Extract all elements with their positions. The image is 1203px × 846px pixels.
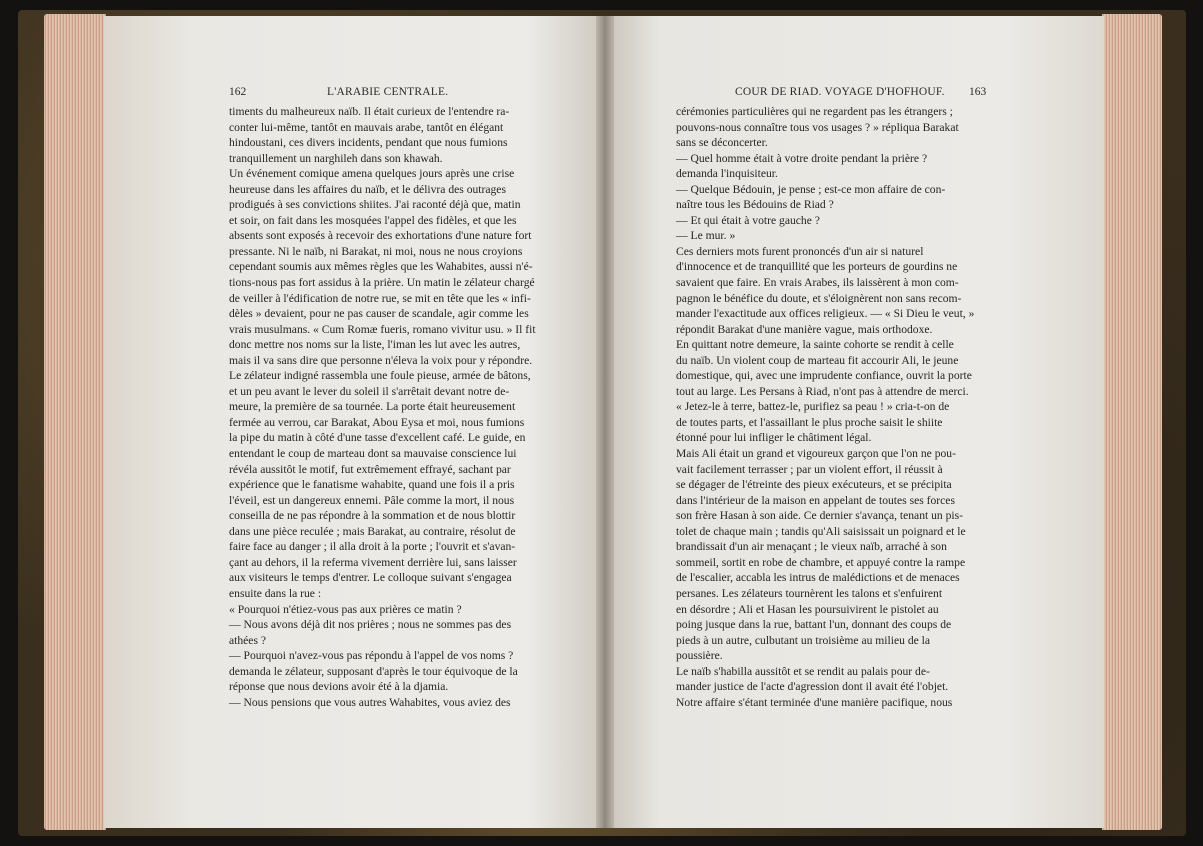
text-line: sans se déconcerter.	[676, 136, 768, 150]
text-line: — Nous pensions que vous autres Wahabites, vous aviez des	[229, 695, 511, 709]
left-page-number: 162	[229, 86, 247, 98]
text-line: Le naïb s'habilla aussitôt et se rendit au palais pour de-	[676, 664, 930, 678]
text-line: — Quelque Bédouin, je pense ; est-ce mon affaire de con-	[676, 182, 946, 196]
text-line: réponse que nous devions avoir été à la djamia.	[229, 680, 449, 694]
text-line: de l'escalier, accabla les intrus de malédictions et de menaces	[676, 571, 960, 585]
text-line: — Pourquoi n'avez-vous pas répondu à l'appel de vos noms ?	[229, 649, 514, 663]
text-line: hindoustani, ces divers incidents, pendant que nous fumions	[229, 136, 508, 150]
text-line: d'innocence et de tranquillité que les porteurs de gourdins ne	[676, 260, 958, 274]
text-line: çant au dehors, il la referma vivement derrière lui, sans laisser	[229, 555, 517, 569]
text-line: conseilla de ne pas répondre à la sommation et de nous blottir	[229, 509, 516, 523]
text-line: savaient que faire. En vrais Arabes, ils laissèrent à mon com-	[676, 276, 959, 290]
text-line: la pipe du matin à côté d'une tasse d'excellent café. Le guide, en	[229, 431, 526, 445]
text-line: Le zélateur indigné rassembla une foule pieuse, armée de bâtons,	[229, 369, 531, 383]
text-line: pressante. Ni le naïb, ni Barakat, ni moi, nous ne nous croyions	[229, 244, 523, 258]
right-running-head: COUR DE RIAD. VOYAGE D'HOFHOUF.	[735, 86, 945, 98]
text-line: et soir, on fait dans les mosquées l'appel des fidèles, et que les	[229, 213, 517, 227]
text-line: faire face au danger ; il alla droit à la porte ; l'ouvrit et s'avan-	[229, 540, 516, 554]
text-line: dans une pièce reculée ; mais Barakat, au contraire, résolut de	[229, 524, 516, 538]
text-line: naître tous les Bédouins de Riad ?	[676, 198, 834, 212]
text-line: mais il va sans dire que personne n'éleva la voix pour y répondre.	[229, 353, 533, 367]
text-line: mander justice de l'acte d'agression dont il avait été l'objet.	[676, 680, 949, 694]
text-line: de toutes parts, et l'assaillant le plus proche saisit le shiite	[676, 415, 943, 429]
text-line: pouvons-nous connaître tous vos usages ? » répliqua Barakat	[676, 120, 959, 134]
text-line: tranquillement un narghileh dans son khawah.	[229, 151, 443, 165]
text-line: tolet de chaque main ; tandis qu'Ali saisissait un poignard et le	[676, 524, 966, 538]
text-line: — Et qui était à votre gauche ?	[676, 213, 820, 227]
text-line: dèles » devaient, pour ne pas causer de scandale, agir comme les	[229, 307, 529, 321]
text-line: répondit Barakat d'une manière vague, mais orthodoxe.	[676, 322, 933, 336]
text-line: donc mettre nos noms sur la liste, l'iman les lut avec les autres,	[229, 338, 521, 352]
text-line: et un peu avant le lever du soleil il s'arrêtait devant notre de-	[229, 384, 510, 398]
text-line: tout au large. Les Persans à Riad, n'ont pas à attendre de merci.	[676, 384, 969, 398]
text-line: domestique, qui, avec une imprudente confiance, ouvrit la porte	[676, 369, 972, 383]
right-page-number: 163	[969, 86, 987, 98]
text-line: — Le mur. »	[676, 229, 736, 243]
text-line: conter lui-même, tantôt en mauvais arabe, tantôt en élégant	[229, 120, 504, 134]
text-line: meure, la première de sa tournée. La porte était heureusement	[229, 400, 516, 414]
text-line: Mais Ali était un grand et vigoureux garçon que l'on ne pou-	[676, 447, 956, 461]
text-line: demanda l'inquisiteur.	[676, 167, 778, 181]
text-line: en désordre ; Ali et Hasan les poursuivirent le pistolet au	[676, 602, 939, 616]
text-line: vait facilement terrasser ; par un violent effort, il réussit à	[676, 462, 943, 476]
text-line: révéla aussitôt le motif, fut extrêmement effrayé, sachant par	[229, 462, 511, 476]
text-line: poing jusque dans la rue, battant l'un, donnant des coups de	[676, 618, 952, 632]
left-page-text	[229, 104, 556, 710]
text-line: expérience que le fanatisme wahabite, quand une fois il a pris	[229, 478, 515, 492]
text-line: ensuite dans la rue :	[229, 586, 322, 600]
text-line: pagnon le bénéfice du doute, et s'éloignèrent non sans recom-	[676, 291, 962, 305]
text-line: persanes. Les zélateurs tournèrent les talons et s'enfuirent	[676, 586, 943, 600]
text-line: timents du malheureux naïb. Il était curieux de l'entendre ra-	[229, 105, 510, 118]
text-line: prodigués à ses convictions shiites. J'ai raconté déjà que, matin	[229, 198, 521, 212]
text-line: vrais musulmans. « Cum Romæ fueris, romano vivitur usu. » Il fit	[229, 322, 536, 336]
text-line: entendant le coup de marteau dont sa mauvaise conscience lui	[229, 447, 517, 461]
right-page-edges	[1102, 14, 1162, 830]
text-line: se dégager de l'étreinte des pieux exécuteurs, et se précipita	[676, 478, 952, 492]
left-running-head: L'ARABIE CENTRALE.	[327, 86, 449, 98]
text-line: heureuse dans les affaires du naïb, et le délivra des outrages	[229, 182, 506, 196]
text-line: Ces derniers mots furent prononcés d'un air si naturel	[676, 244, 924, 258]
text-line: Un événement comique amena quelques jours après une crise	[229, 167, 515, 181]
text-line: — Quel homme était à votre droite pendant la prière ?	[676, 151, 928, 165]
text-line: pieds à un autre, culbutant un troisième au milieu de la	[676, 633, 931, 647]
text-line: son frère Hasan à son aide. Ce dernier s'avança, tenant un pis-	[676, 509, 963, 523]
text-line: cérémonies particulières qui ne regardent pas les étrangers ;	[676, 105, 953, 118]
text-line: aux visiteurs le temps d'entrer. Le colloque suivant s'engagea	[229, 571, 512, 585]
text-line: brandissait d'un air menaçant ; le vieux naïb, arraché à son	[676, 540, 947, 554]
book-gutter	[596, 16, 614, 828]
text-line: sommeil, sortit en robe de chambre, et appuyé contre la rampe	[676, 555, 966, 569]
text-line: dans l'intérieur de la maison en appelant de toutes ses forces	[676, 493, 955, 507]
text-line: étonné pour lui infliger le châtiment légal.	[676, 431, 872, 445]
text-line: « Jetez-le à terre, battez-le, purifiez sa peau ! » cria-t-on de	[676, 400, 950, 414]
text-line: du naïb. Un violent coup de marteau fit accourir Ali, le jeune	[676, 353, 959, 367]
text-line: l'éveil, est un dangereux ennemi. Pâle comme la mort, il nous	[229, 493, 515, 507]
text-line: de veiller à l'édification de notre rue, se mit en tête que les « infi-	[229, 291, 531, 305]
text-line: mander l'exactitude aux offices religieux. — « Si Dieu le veut, »	[676, 307, 975, 321]
text-line: cependant soumis aux mêmes règles que les Wahabites, aussi n'é-	[229, 260, 533, 274]
text-line: poussière.	[676, 649, 723, 663]
text-line: fermée au verrou, car Barakat, Abou Eysa et moi, nous fumions	[229, 415, 525, 429]
text-line: — Nous avons déjà dit nos prières ; nous ne sommes pas des	[229, 618, 512, 632]
text-line: absents sont exposés à recevoir des exhortations d'une nature fort	[229, 229, 532, 243]
text-line: athées ?	[229, 633, 267, 647]
text-line: tions-nous pas fort assidus à la prière. Un matin le zélateur chargé	[229, 276, 535, 290]
right-page-text	[676, 104, 1001, 710]
text-line: « Pourquoi n'étiez-vous pas aux prières ce matin ?	[229, 602, 462, 616]
text-line: Notre affaire s'étant terminée d'une manière pacifique, nous	[676, 695, 953, 709]
text-line: demanda le zélateur, supposant d'après le tour équivoque de la	[229, 664, 518, 678]
text-line: En quittant notre demeure, la sainte cohorte se rendit à celle	[676, 338, 954, 352]
left-page-edges	[44, 14, 106, 830]
